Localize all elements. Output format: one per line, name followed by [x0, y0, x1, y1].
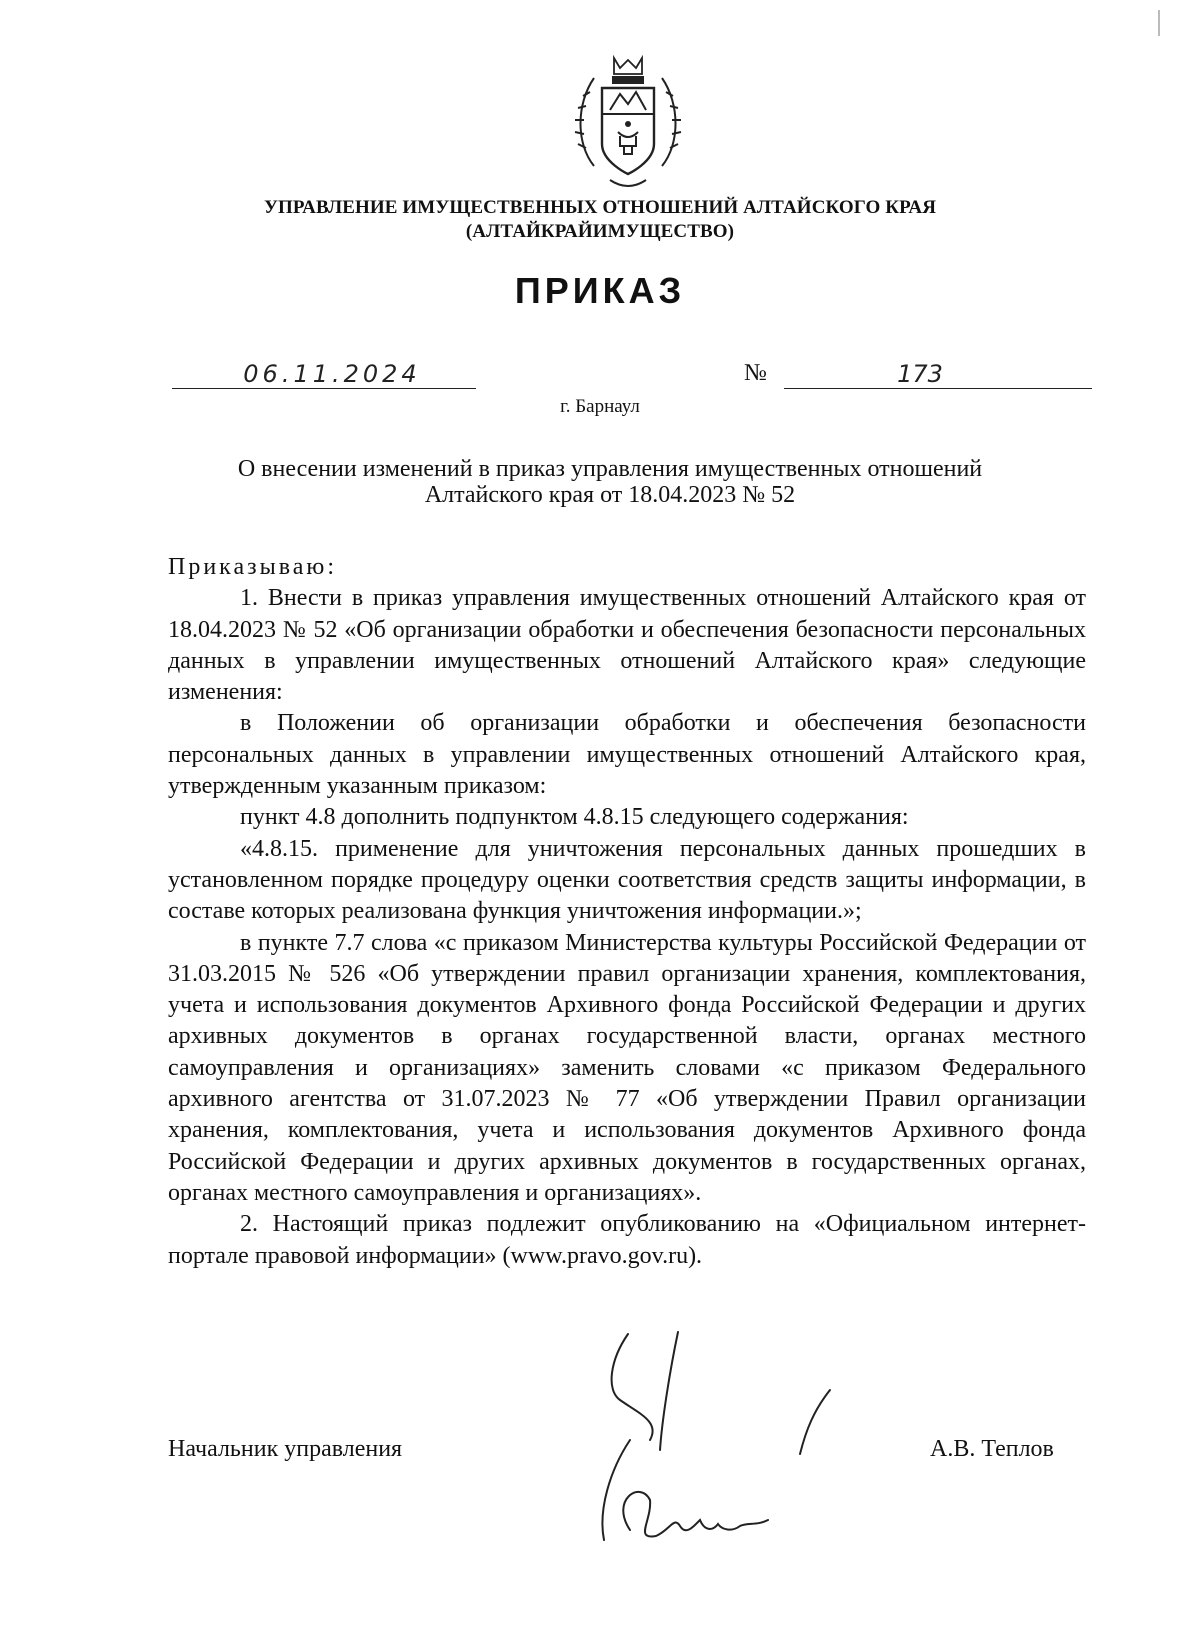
- signatory-name: А.В. Теплов: [930, 1436, 1054, 1462]
- subject-line1: О внесении изменений в приказ управления имущественных отношений: [237, 456, 983, 482]
- date-underline: [172, 388, 476, 389]
- organization-name-line2: (АЛТАЙКРАЙИМУЩЕСТВО): [465, 221, 735, 242]
- organization-name-line1: УПРАВЛЕНИЕ ИМУЩЕСТВЕННЫХ ОТНОШЕНИЙ АЛТАЙСКОГО КРАЯ: [263, 197, 937, 218]
- signatory-position: Начальник управления: [168, 1436, 403, 1462]
- order-date: 06.11.2024: [243, 360, 421, 388]
- order-city: г. Барнаул: [560, 396, 640, 417]
- order-number: 173: [897, 360, 943, 388]
- body-paragraph: пункт 4.8 дополнить подпунктом 4.8.15 следующего содержания:: [240, 804, 909, 831]
- coat-of-arms-emblem: [572, 48, 684, 196]
- body-paragraph: 2. Настоящий приказ подлежит опубликованию на «Официальном интернет-портале правовой информации» (www.pravo.gov.ru).: [168, 1211, 1086, 1269]
- order-number-label: №: [744, 360, 767, 386]
- body-paragraph: 1. Внести в приказ управления имущественных отношений Алтайского края от 18.04.2023 № 52 «Об организации обработки и обеспечения безопасности персональных данных в управлении имущественных отношений Алтайского края» следующие изменения:: [168, 585, 1086, 706]
- handwritten-signature: [600, 1330, 840, 1560]
- body-paragraph: в Положении об организации обработки и обеспечения безопасности персональных данных в управлении имущественных отношений Алтайского края, утвержденным указанным приказом:: [168, 710, 1086, 800]
- order-opening: Приказываю:: [168, 554, 337, 580]
- document-type-title: ПРИКАЗ: [514, 270, 686, 311]
- subject-line2: Алтайского края от 18.04.2023 № 52: [424, 482, 796, 508]
- body-paragraph: «4.8.15. применение для уничтожения персональных данных прошедших в установленном порядке процедуру оценки соответствия средств защиты информации, в составе которых реализована функция уничтожения информации.»;: [168, 835, 1086, 925]
- order-body: [168, 552, 1086, 1272]
- number-underline: [784, 388, 1092, 389]
- scan-edge-mark: [1158, 10, 1160, 36]
- organization-name: [0, 196, 1200, 244]
- order-subject: [160, 456, 1060, 508]
- body-paragraph: в пункте 7.7 слова «с приказом Министерства культуры Российской Федерации от 31.03.2015 № 526 «Об утверждении правил организации хранения, комплектования, учета и использования документов Архивного фонда Российской Федерации и других архивных документов в органах государственной власти, органах местного самоуправления и организациях» заменить словами «с приказом Федерального архивного агентства от 31.07.2023 № 77 «Об утверждении Правил организации хранения, комплектования, учета и использования документов Архивного фонда Российской Федерации и других архивных документов в государственных органах, органах местного самоуправления и организациях».: [168, 929, 1086, 1206]
